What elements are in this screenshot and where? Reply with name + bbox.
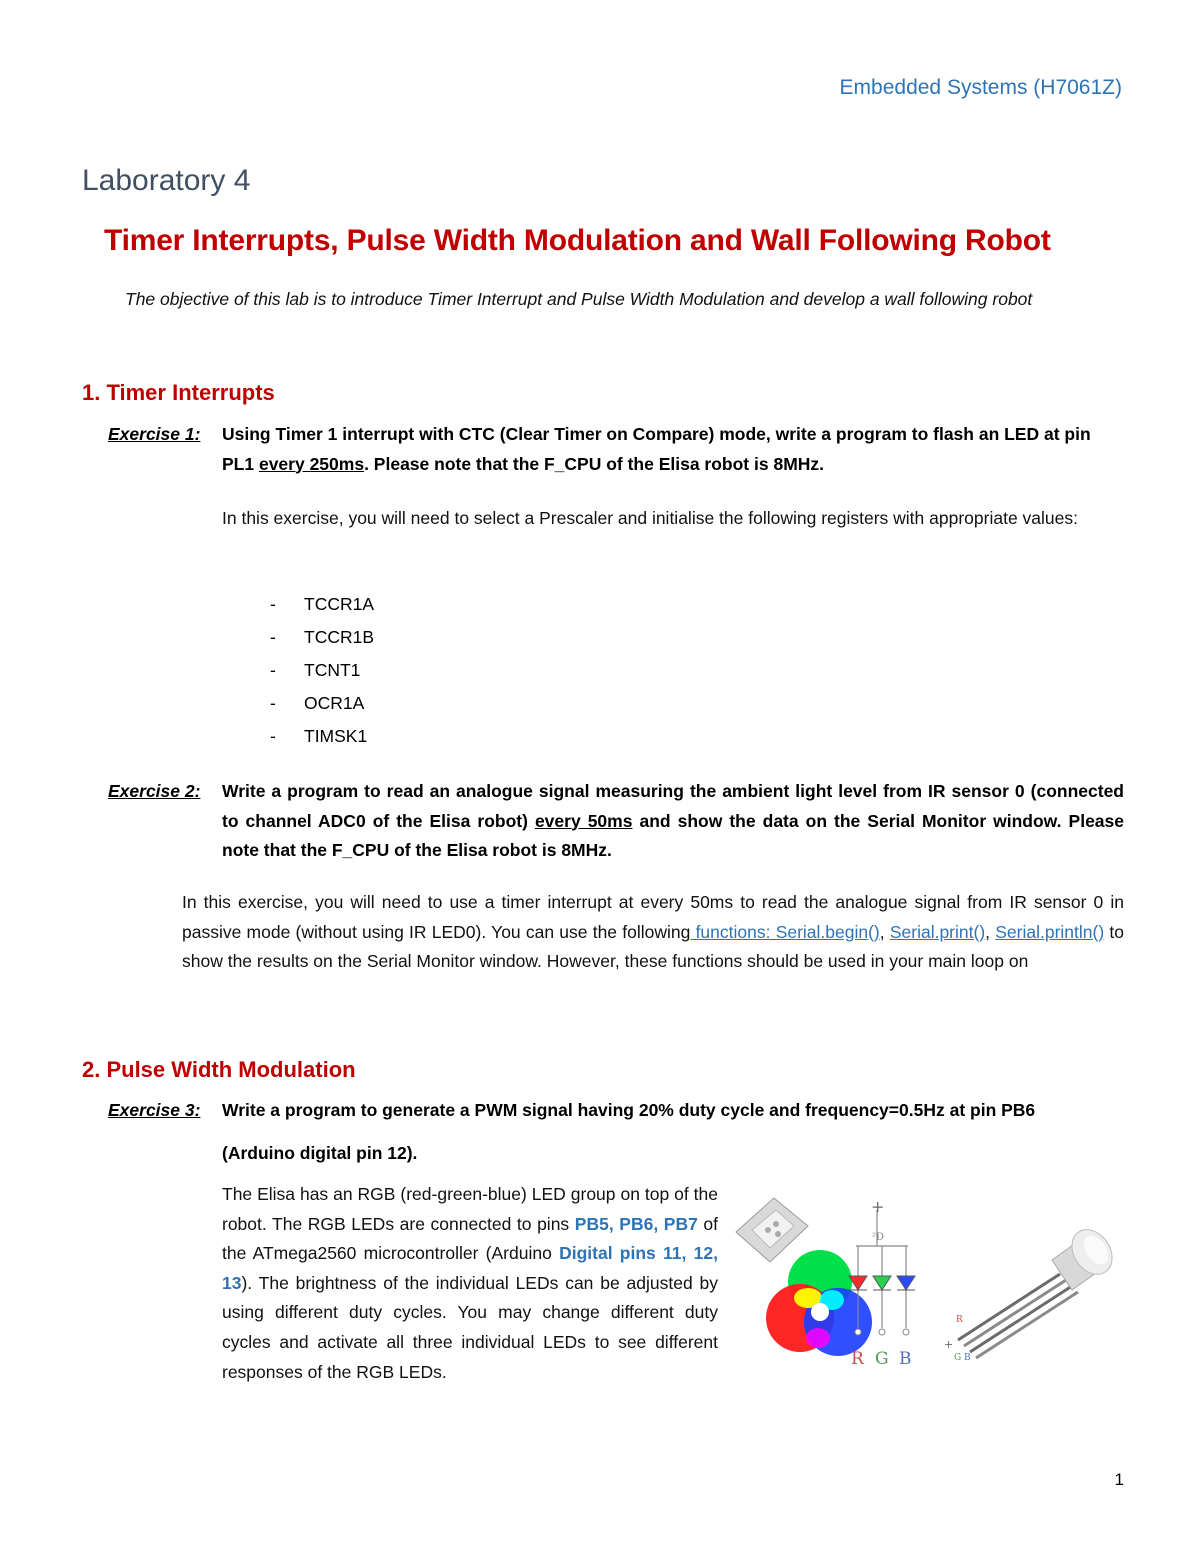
lab-number: Laboratory 4 xyxy=(82,164,251,197)
register-name: OCR1A xyxy=(304,693,365,713)
separator: , xyxy=(879,921,890,942)
rgb-digital-pins: Digital pins 11, 12, 13 xyxy=(222,1243,718,1293)
register-name: TCNT1 xyxy=(304,660,361,680)
rgb-pin-names: PB5, PB6, PB7 xyxy=(574,1213,698,1234)
label-b: B xyxy=(899,1349,912,1369)
rgb-text-c: ). The brightness of the individual LEDs can be adjusted by using different duty cycles. You may change different duty cycles and activate all three individual LEDs to see different responses of the RGB LEDs. xyxy=(222,1272,718,1382)
rgb-led-paragraph xyxy=(222,1180,718,1387)
serial-println-link[interactable]: Serial.println() xyxy=(995,921,1105,942)
register-name: TCCR1A xyxy=(304,594,375,614)
register-name: TCCR1B xyxy=(304,627,375,647)
register-list xyxy=(270,592,374,757)
serial-print-link[interactable]: Serial.print() xyxy=(889,921,986,942)
separator: , xyxy=(985,921,996,942)
exercise-1-note: In this exercise, you will need to select a Prescaler and initialise the following registers with appropriate values: xyxy=(222,508,1078,528)
list-item: - TCCR1B xyxy=(270,627,375,647)
list-item: - OCR1A xyxy=(270,693,365,713)
exercise-2-interval: every 50ms xyxy=(534,810,633,831)
list-item: - TCCR1A xyxy=(270,594,375,614)
smd-led-package xyxy=(736,1198,808,1262)
list-item: - TIMSK1 xyxy=(270,726,368,746)
exercise-2-text-a: Write a program to read an analogue signal measuring the ambient light level from IR sensor 0 (connected to channel ADC0 of the Elisa robot) xyxy=(222,781,1124,831)
exercise-3-text: Write a program to generate a PWM signal having 20% duty cycle and frequency=0.5Hz at pin PB6 xyxy=(222,1100,1036,1120)
course-header: Embedded Systems (H7061Z) xyxy=(839,76,1122,99)
section-2-heading: 2. Pulse Width Modulation xyxy=(82,1057,356,1082)
exercise-2-text xyxy=(222,777,1124,866)
register-name: TIMSK1 xyxy=(304,726,368,746)
exercise-2-note-underlined: functions: xyxy=(690,921,776,942)
exercise-2-note xyxy=(182,888,1124,977)
rgb-led-figure xyxy=(730,1190,1130,1390)
exercise-1-label: Exercise 1: xyxy=(108,424,201,444)
rgb-text-a: The Elisa has an RGB (red-green-blue) LED group on top of the robot. The RGB LEDs are connected to pins xyxy=(222,1184,718,1234)
exercise-3-label: Exercise 3: xyxy=(108,1100,201,1120)
green-diode-icon xyxy=(873,1276,891,1290)
rgb-text-b: of the ATmega2560 microcontroller (Arduino xyxy=(222,1213,719,1264)
page-number: 1 xyxy=(1114,1470,1124,1489)
exercise-1-text-b: . Please note that the F_CPU of the Elisa robot is 8MHz. xyxy=(364,453,825,474)
vd-label: ²D xyxy=(872,1232,885,1243)
blue-diode-icon xyxy=(897,1276,915,1290)
led-pin-g-label: G xyxy=(954,1353,962,1363)
exercise-1-interval: every 250ms xyxy=(258,453,365,474)
exercise-2-label: Exercise 2: xyxy=(108,781,201,801)
exercise-2-text-b: and show the data on the Serial Monitor window. Please note that the F_CPU of the Elisa robot is 8MHz. xyxy=(222,810,1124,860)
led-pin-b-label: B xyxy=(964,1353,971,1363)
exercise-2-note-b: to show the results on the Serial Monitor window. However, these functions should be used in your main loop on xyxy=(182,921,1124,971)
section-1-heading: 1. Timer Interrupts xyxy=(82,380,275,405)
exercise-2-note-a: In this exercise, you will need to use a timer interrupt at every 50ms to read the analogue signal from IR sensor 0 in passive mode (without using IR LED0). You can use the following xyxy=(182,892,1124,942)
rgb-color-mix-diagram xyxy=(766,1250,872,1356)
led-pin-plus-label: + xyxy=(944,1338,954,1351)
led-pin-r-label: R xyxy=(956,1315,963,1325)
lab-title: Timer Interrupts, Pulse Width Modulation and Wall Following Robot xyxy=(104,224,1051,257)
label-g: G xyxy=(875,1349,889,1369)
lab-objective: The objective of this lab is to introduce Timer Interrupt and Pulse Width Modulation and develop a wall following robot xyxy=(125,289,1033,309)
plus-label: + xyxy=(871,1197,885,1216)
exercise-1-text xyxy=(222,420,1124,479)
through-hole-led xyxy=(958,1222,1120,1358)
serial-begin-link[interactable]: Serial.begin() xyxy=(775,921,880,942)
label-r: R xyxy=(851,1349,864,1369)
exercise-3-text-2: (Arduino digital pin 12). xyxy=(222,1143,418,1163)
list-item: - TCNT1 xyxy=(270,660,361,680)
exercise-1-text-a: Using Timer 1 interrupt with CTC (Clear Timer on Compare) mode, write a program to flash an LED at pin PL1 xyxy=(222,424,1091,474)
